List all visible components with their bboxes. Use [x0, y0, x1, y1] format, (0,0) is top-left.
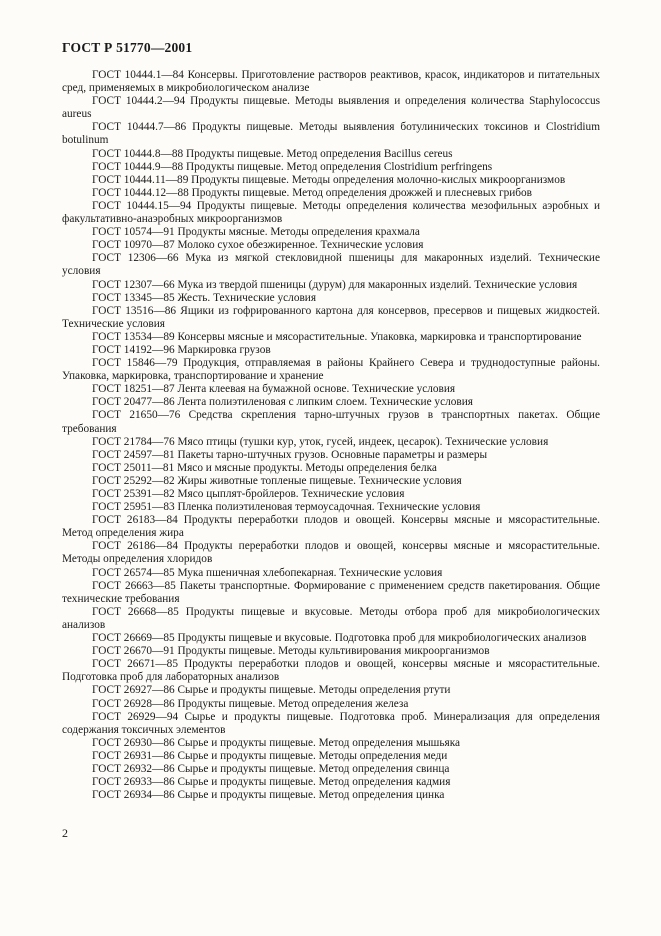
normative-references-list [62, 69, 600, 802]
reference-title: Продукты пищевые. Метод определения Bacillus cereus [185, 147, 453, 160]
reference-code: ГОСТ 12306—66 [92, 252, 179, 265]
reference-code: ГОСТ 21650—76 [92, 409, 181, 422]
reference-title: Продукты переработки плодов и овощей, консервы мясные и мясорастительные. Методы определения хлоридов [62, 540, 600, 566]
reference-title: Пленка полиэтиленовая термоусадочная. Технические условия [177, 501, 481, 514]
reference-item [62, 226, 600, 239]
reference-code: ГОСТ 26668—85 [92, 605, 179, 618]
reference-code: ГОСТ 10444.8—88 [92, 147, 184, 160]
reference-title: Продукты пищевые. Методы культивирования микроорганизмов [177, 645, 490, 658]
reference-item [62, 658, 600, 684]
reference-title: Средства скрепления тарно-штучных грузов в транспортных пакетах. Общие требования [62, 409, 600, 435]
reference-item [62, 488, 600, 501]
reference-title: Ящики из гофрированного картона для консервов, пресервов и пищевых жидкостей. Технические условия [62, 304, 600, 330]
reference-item [62, 279, 600, 292]
reference-code: ГОСТ 25391—82 [92, 488, 175, 500]
reference-code: ГОСТ 26670—91 [92, 645, 175, 658]
reference-code: ГОСТ 15846—79 [92, 357, 178, 370]
reference-code: ГОСТ 26932—86 [92, 762, 175, 775]
reference-title: Пакеты транспортные. Формирование с применением средств пакетирования. Общие технические требования [62, 579, 600, 605]
reference-title: Продукты пищевые и вкусовые. Подготовка проб для микробиологических анализов [177, 632, 587, 645]
reference-code: ГОСТ 10574—91 [92, 226, 175, 239]
reference-code: ГОСТ 14192—96 [92, 343, 175, 356]
reference-title: Сырье и продукты пищевые. Метод определения цинка [177, 789, 445, 802]
reference-code: ГОСТ 10444.7—86 [92, 121, 187, 134]
reference-item [62, 698, 600, 711]
reference-item [62, 632, 600, 645]
reference-item [62, 580, 600, 606]
reference-item [62, 396, 600, 409]
reference-title: Сырье и продукты пищевые. Методы определения меди [177, 749, 448, 762]
reference-code: ГОСТ 26934—86 [92, 789, 175, 802]
reference-item [62, 789, 600, 802]
reference-title: Продукты пищевые. Методы определения количества мезофильных аэробных и факультативно-анаэробных микроорганизмов [62, 199, 601, 226]
reference-code: ГОСТ 24597—81 [92, 448, 175, 461]
reference-title: Лента полиэтиленовая с липким слоем. Технические условия [177, 396, 473, 409]
reference-code: ГОСТ 26186—84 [92, 540, 178, 553]
reference-title: Сырье и продукты пищевые. Методы определения ртути [177, 684, 451, 697]
reference-item [62, 750, 600, 763]
reference-title: Сырье и продукты пищевые. Метод определения кадмия [177, 776, 451, 789]
reference-code: ГОСТ 13534—89 [92, 330, 175, 343]
reference-code: ГОСТ 25011—81 [92, 461, 175, 474]
reference-title: Пакеты тарно-штучных грузов. Основные параметры и размеры [177, 448, 488, 461]
reference-item [62, 121, 600, 147]
reference-item [62, 148, 600, 161]
reference-item [62, 449, 600, 462]
reference-title: Мука пшеничная хлебопекарная. Технические условия [177, 566, 443, 579]
reference-code: ГОСТ 21784—76 [92, 435, 175, 448]
reference-code: ГОСТ 25951—83 [92, 501, 175, 514]
reference-code: ГОСТ 26669—85 [92, 632, 175, 645]
reference-item [62, 344, 600, 357]
reference-title: Сырье и продукты пищевые. Метод определения свинца [177, 762, 450, 775]
reference-item [62, 501, 600, 514]
reference-item [62, 540, 600, 566]
reference-code: ГОСТ 10444.15—94 [92, 199, 192, 212]
reference-item [62, 95, 600, 121]
reference-code: ГОСТ 13516—86 [92, 304, 177, 317]
reference-code: ГОСТ 13345—85 [92, 291, 175, 304]
reference-code: ГОСТ 26663—85 [92, 579, 176, 592]
reference-item [62, 200, 600, 226]
reference-title: Жесть. Технические условия [177, 291, 317, 304]
reference-title: Продукты пищевые. Метод определения железа [177, 697, 409, 710]
reference-item [62, 187, 600, 200]
reference-title: Сырье и продукты пищевые. Метод определения мышьяка [177, 736, 461, 749]
reference-title: Продукты пищевые и вкусовые. Методы отбора проб для микробиологических анализов [62, 605, 600, 631]
reference-item [62, 462, 600, 475]
reference-code: ГОСТ 25292—82 [92, 474, 175, 487]
reference-title: Мука из твердой пшеницы (дурум) для макаронных изделий. Технические условия [177, 278, 578, 291]
reference-item [62, 711, 600, 737]
reference-item [62, 239, 600, 252]
reference-item [62, 305, 600, 331]
reference-title: Лента клеевая на бумажной основе. Технические условия [177, 383, 456, 396]
reference-title: Сырье и продукты пищевые. Подготовка проб. Минерализация для определения содержания токсичных элементов [62, 710, 600, 736]
reference-item [62, 514, 600, 540]
reference-title: Продукты мясные. Методы определения крахмала [177, 226, 420, 239]
reference-title: Мясо птицы (тушки кур, уток, гусей, индеек, цесарок). Технические условия [177, 435, 549, 448]
reference-item [62, 645, 600, 658]
reference-code: ГОСТ 26929—94 [92, 710, 179, 723]
reference-item [62, 776, 600, 789]
reference-code: ГОСТ 10444.1—84 [92, 69, 184, 81]
reference-item [62, 161, 600, 174]
reference-title: Продукты пищевые. Методы определения молочно-кислых микроорганизмов [191, 173, 566, 186]
reference-code: ГОСТ 26183—84 [92, 514, 178, 527]
reference-title: Маркировка грузов [177, 343, 271, 356]
reference-title: Продукты пищевые. Методы выявления ботулинических токсинов и Clostridium botulinum [62, 121, 600, 147]
reference-title: Продукты пищевые. Методы выявления и определения количества Staphylococcus aureus [62, 95, 600, 121]
reference-code: ГОСТ 26928—86 [92, 697, 175, 710]
reference-code: ГОСТ 10444.9—88 [92, 160, 184, 173]
reference-item [62, 174, 600, 187]
reference-item [62, 684, 600, 697]
reference-item [62, 606, 600, 632]
reference-code: ГОСТ 26930—86 [92, 736, 175, 749]
reference-title: Жиры животные топленые пищевые. Технические условия [177, 474, 462, 487]
reference-code: ГОСТ 10444.12—88 [92, 186, 189, 199]
reference-item [62, 409, 600, 435]
reference-code: ГОСТ 26574—85 [92, 566, 175, 579]
reference-title: Консервы мясные и мясорастительные. Упаковка, маркировка и транспортирование [177, 330, 582, 343]
reference-item [62, 331, 600, 344]
reference-title: Продукты переработки плодов и овощей, консервы мясные и мясорастительные. Подготовка проб для лабораторных анализов [62, 658, 600, 684]
reference-code: ГОСТ 10444.11—89 [92, 173, 189, 186]
reference-title: Молоко сухое обезжиренное. Технические условия [177, 239, 424, 252]
reference-code: ГОСТ 10970—87 [92, 239, 175, 252]
reference-title: Консервы. Приготовление растворов реактивов, красок, индикаторов и питательных сред, применяемых в микробиологическом анализе [62, 69, 600, 95]
reference-title: Продукция, отправляемая в районы Крайнего Севера и труднодоступные районы. Упаковка, маркировка, транспортирование и хранение [62, 357, 600, 383]
reference-title: Продукты пищевые. Метод определения Clostridium perfringens [185, 160, 493, 173]
reference-code: ГОСТ 26927—86 [92, 684, 175, 697]
reference-item [62, 357, 600, 383]
reference-title: Мясо и мясные продукты. Методы определения белка [177, 461, 437, 474]
document-header: ГОСТ Р 51770—2001 [62, 40, 193, 55]
page-number: 2 [62, 826, 68, 840]
reference-code: ГОСТ 20477—86 [92, 396, 175, 409]
reference-item [62, 567, 600, 580]
reference-code: ГОСТ 26933—86 [92, 776, 175, 789]
reference-item [62, 383, 600, 396]
reference-item [62, 763, 600, 776]
reference-code: ГОСТ 10444.2—94 [92, 95, 186, 108]
reference-title: Мука из мягкой стекловидной пшеницы для макаронных изделий. Технические условия [62, 252, 600, 278]
reference-title: Продукты пищевые. Метод определения дрожжей и плесневых грибов [191, 186, 533, 199]
reference-item [62, 475, 600, 488]
reference-code: ГОСТ 26671—85 [92, 658, 178, 671]
reference-item [62, 252, 600, 278]
reference-item [62, 436, 600, 449]
reference-code: ГОСТ 26931—86 [92, 749, 175, 762]
reference-item [62, 69, 600, 95]
reference-item [62, 737, 600, 750]
reference-item [62, 292, 600, 305]
reference-code: ГОСТ 12307—66 [92, 278, 175, 291]
reference-title: Продукты переработки плодов и овощей. Консервы мясные и мясорастительные. Метод определения жира [62, 514, 600, 540]
reference-title: Мясо цыплят-бройлеров. Технические условия [177, 488, 405, 500]
reference-code: ГОСТ 18251—87 [92, 383, 175, 396]
